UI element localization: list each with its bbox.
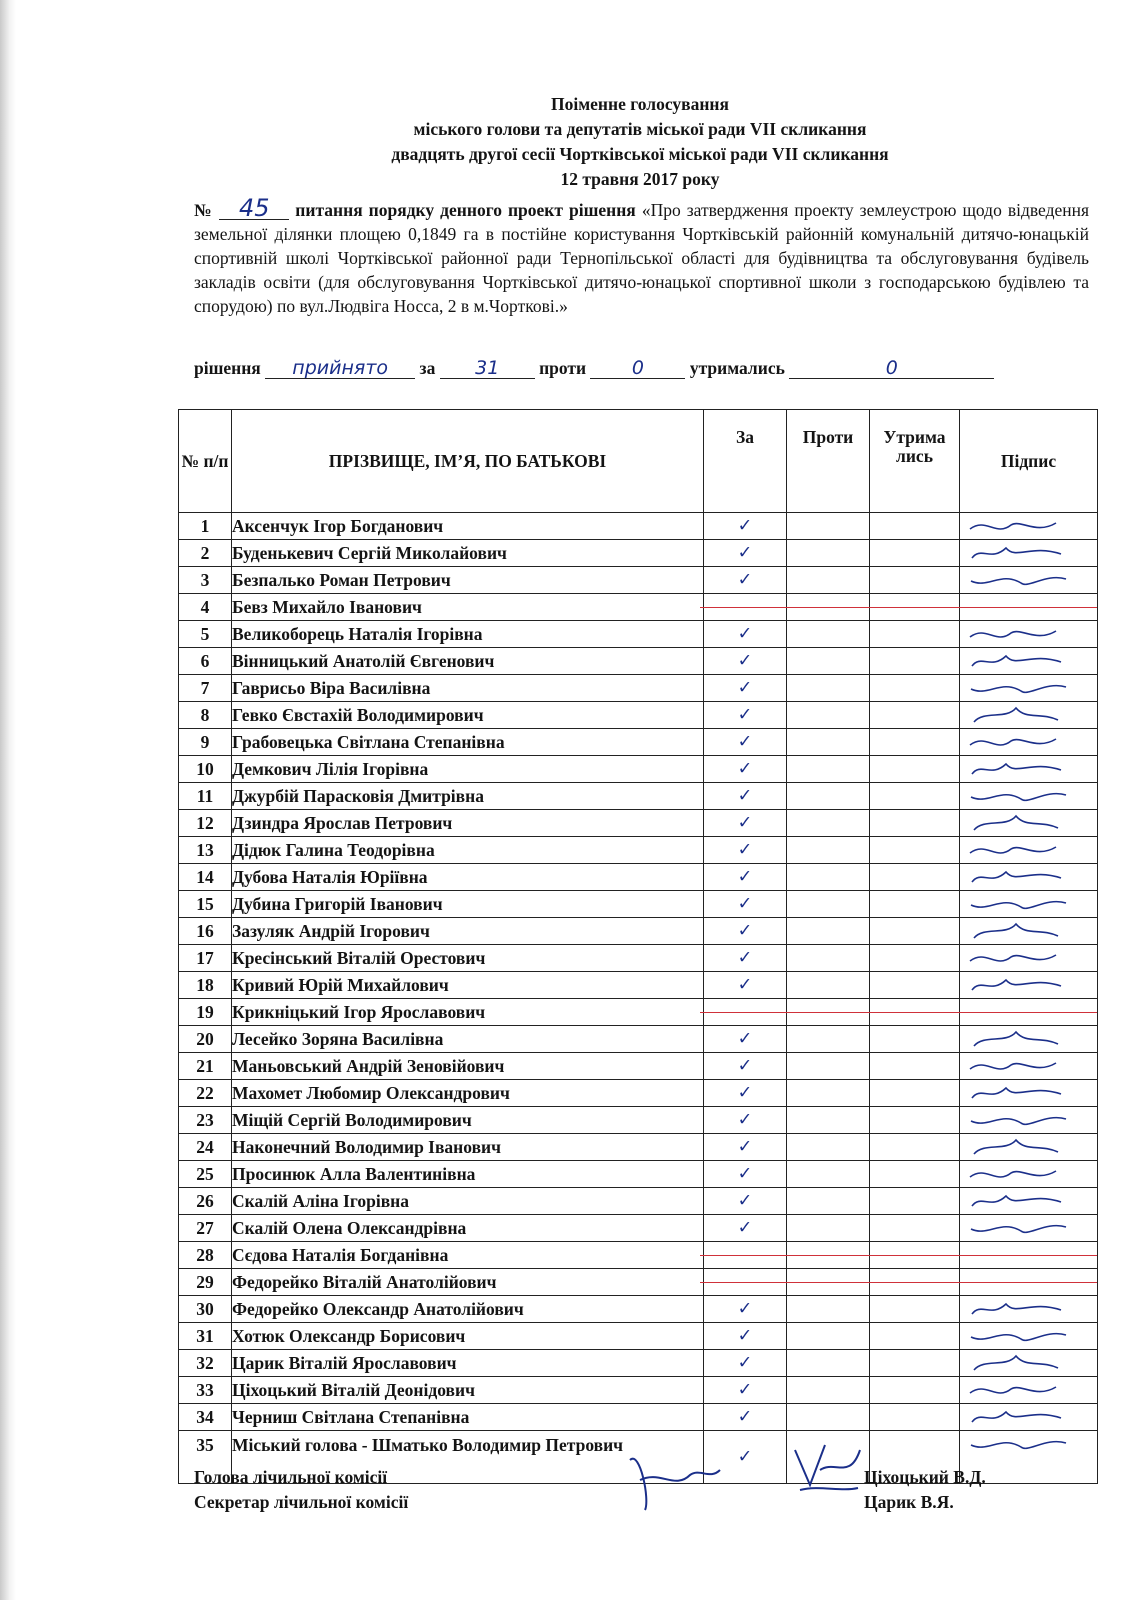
for-label: за (419, 358, 436, 378)
row-number: 7 (179, 675, 232, 702)
table-row (179, 810, 1098, 837)
row-number: 25 (179, 1161, 232, 1188)
header-subtitle: міського голови та депутатів міської ради VII скликання (413, 119, 867, 139)
vote-for-cell: ✓ (704, 1296, 787, 1323)
deputy-name: Безпалько Роман Петрович (232, 567, 704, 594)
vote-for-cell: ✓ (704, 540, 787, 567)
handwritten-signature (966, 1082, 1076, 1104)
vote-abstained-cell (870, 1377, 960, 1404)
handwritten-signature (966, 1109, 1076, 1131)
table-row (179, 1188, 1098, 1215)
vote-for-cell: ✓ (704, 648, 787, 675)
question-text: «Про затвердження проекту землеустрою щодо відведення земельної ділянки площею 0,1849 га в постійне користування Чортківській районній комунальній дитячо-юнацькій спортивній школі Чортківської районної ради Тернопільської області для будівництва та обслуговування будівель закладів освіти (для обслуговування Чортківської дитячо-юнацької спортивної школи з господарською будівлею та спорудою) по вул.Людвіга Носса, 2 в м.Чорткові.» (194, 200, 1090, 316)
table-header-row (179, 410, 1098, 513)
signature-cell (960, 972, 1098, 999)
row-number: 31 (179, 1323, 232, 1350)
handwritten-signature (966, 1406, 1076, 1428)
table-row (179, 567, 1098, 594)
vote-against-cell (787, 1215, 870, 1242)
header-name: ПРІЗВИЩЕ, ІМ’Я, ПО БАТЬКОВІ (232, 410, 704, 513)
deputy-name: Дзиндра Ярослав Петрович (232, 810, 704, 837)
deputy-name: Царик Віталій Ярославович (232, 1350, 704, 1377)
table-row (179, 1161, 1098, 1188)
table-row (179, 675, 1098, 702)
row-number: 3 (179, 567, 232, 594)
signature-cell (960, 945, 1098, 972)
vote-abstained-cell (870, 540, 960, 567)
row-number: 17 (179, 945, 232, 972)
vote-for-cell: ✓ (704, 621, 787, 648)
header-title: Поіменне голосування (551, 94, 729, 114)
chair-signature (780, 1430, 870, 1500)
signature-cell (960, 864, 1098, 891)
vote-abstained-cell (870, 1107, 960, 1134)
decision-result-handwritten: прийнято (265, 358, 415, 379)
vote-abstained-cell (870, 567, 960, 594)
vote-against-cell (787, 540, 870, 567)
handwritten-signature (966, 1028, 1076, 1050)
signature-cell (960, 1404, 1098, 1431)
row-number: 32 (179, 1350, 232, 1377)
vote-against-cell (787, 1080, 870, 1107)
row-number: 4 (179, 594, 232, 621)
deputy-name: Гаврисьо Віра Василівна (232, 675, 704, 702)
handwritten-signature (966, 947, 1076, 969)
vote-for-cell: ✓ (704, 783, 787, 810)
table-row (179, 1134, 1098, 1161)
for-count: 31 (440, 358, 535, 379)
signature-cell (960, 648, 1098, 675)
table-row (179, 1350, 1098, 1377)
deputy-name: Крикніцький Ігор Ярославович (232, 999, 704, 1026)
table-row (179, 1215, 1098, 1242)
table-row (179, 891, 1098, 918)
deputy-name: Вінницький Анатолій Євгенович (232, 648, 704, 675)
vote-for-cell: ✓ (704, 1323, 787, 1350)
vote-against-cell (787, 1296, 870, 1323)
row-number: 26 (179, 1188, 232, 1215)
document-header (190, 92, 1090, 192)
vote-against-cell (787, 783, 870, 810)
row-number: 9 (179, 729, 232, 756)
vote-abstained-cell (870, 513, 960, 540)
decision-label: рішення (194, 358, 261, 378)
vote-abstained-cell (870, 729, 960, 756)
handwritten-signature (966, 1433, 1076, 1455)
signature-cell (960, 783, 1098, 810)
vote-against-cell (787, 1107, 870, 1134)
handwritten-signature (966, 704, 1076, 726)
handwritten-signature (966, 1325, 1076, 1347)
vote-for-cell: ✓ (704, 864, 787, 891)
vote-against-cell (787, 1323, 870, 1350)
row-number: 12 (179, 810, 232, 837)
deputy-name: Аксенчук Ігор Богданович (232, 513, 704, 540)
row-number: 35 (179, 1431, 232, 1484)
signature-cell (960, 1323, 1098, 1350)
vote-against-cell (787, 1188, 870, 1215)
table-row (179, 702, 1098, 729)
row-number: 8 (179, 702, 232, 729)
deputy-name: Міщій Сергій Володимирович (232, 1107, 704, 1134)
vote-abstained-cell (870, 1404, 960, 1431)
signature-cell (960, 1107, 1098, 1134)
vote-abstained-cell (870, 702, 960, 729)
vote-abstained-cell (870, 1080, 960, 1107)
handwritten-signature (966, 515, 1076, 537)
row-number: 27 (179, 1215, 232, 1242)
vote-for-cell: ✓ (704, 1053, 787, 1080)
signature-cell (960, 1161, 1098, 1188)
vote-for-cell: ✓ (704, 567, 787, 594)
table-row (179, 918, 1098, 945)
deputy-name: Хотюк Олександр Борисович (232, 1323, 704, 1350)
vote-for-cell: ✓ (704, 1404, 787, 1431)
vote-for-cell: ✓ (704, 702, 787, 729)
vote-abstained-cell (870, 621, 960, 648)
signature-cell (960, 702, 1098, 729)
secretary-name: Царик В.Я. (864, 1492, 954, 1512)
handwritten-signature (966, 1217, 1076, 1239)
table-row (179, 540, 1098, 567)
vote-against-cell (787, 675, 870, 702)
vote-against-cell (787, 702, 870, 729)
row-number: 16 (179, 918, 232, 945)
handwritten-signature (966, 569, 1076, 591)
signature-cell (960, 756, 1098, 783)
deputy-name: Лесейко Зоряна Василівна (232, 1026, 704, 1053)
deputy-name: Просинюк Алла Валентинівна (232, 1161, 704, 1188)
signature-cell (960, 513, 1098, 540)
signature-cell (960, 1296, 1098, 1323)
vote-abstained-cell (870, 945, 960, 972)
vote-for-cell: ✓ (704, 729, 787, 756)
absence-strike-line (700, 1255, 1097, 1256)
vote-for-cell: ✓ (704, 675, 787, 702)
absence-strike-line (700, 1282, 1097, 1283)
row-number: 24 (179, 1134, 232, 1161)
deputy-name: Демкович Лілія Ігорівна (232, 756, 704, 783)
signature-cell (960, 540, 1098, 567)
vote-for-cell: ✓ (704, 1161, 787, 1188)
handwritten-signature (966, 920, 1076, 942)
vote-abstained-cell (870, 1296, 960, 1323)
vote-against-cell (787, 891, 870, 918)
signature-cell (960, 1350, 1098, 1377)
vote-abstained-cell (870, 783, 960, 810)
deputy-name: Сєдова Наталія Богданівна (232, 1242, 704, 1269)
vote-against-cell (787, 1053, 870, 1080)
row-number: 22 (179, 1080, 232, 1107)
signature-cell (960, 1026, 1098, 1053)
vote-against-cell (787, 1161, 870, 1188)
vote-against-cell (787, 513, 870, 540)
vote-for-cell: ✓ (704, 918, 787, 945)
vote-for-cell: ✓ (704, 1080, 787, 1107)
vote-for-cell: ✓ (704, 1377, 787, 1404)
table-row (179, 756, 1098, 783)
chair-label: Голова лічильної комісії (194, 1467, 388, 1487)
table-body (179, 513, 1098, 1484)
deputy-name: Грабовецька Світлана Степанівна (232, 729, 704, 756)
vote-abstained-cell (870, 972, 960, 999)
commission-names (864, 1465, 986, 1515)
absence-strike-line (700, 607, 1097, 608)
deputy-name: Кресінський Віталій Орестович (232, 945, 704, 972)
table-row (179, 621, 1098, 648)
vote-against-cell (787, 918, 870, 945)
table-row (179, 1053, 1098, 1080)
vote-for-cell: ✓ (704, 756, 787, 783)
table-row (179, 864, 1098, 891)
agenda-label: питання порядку денного проект рішення (295, 200, 636, 220)
row-number: 29 (179, 1269, 232, 1296)
deputy-name: Федорейко Олександр Анатолійович (232, 1296, 704, 1323)
row-number: 10 (179, 756, 232, 783)
signature-cell (960, 1188, 1098, 1215)
handwritten-signature (966, 1352, 1076, 1374)
agenda-question (194, 194, 1090, 318)
table-row (179, 1404, 1098, 1431)
row-number: 15 (179, 891, 232, 918)
row-number: 5 (179, 621, 232, 648)
row-number: 13 (179, 837, 232, 864)
vote-for-cell: ✓ (704, 1350, 787, 1377)
header-abstained: Утрима лись (870, 410, 960, 513)
deputy-name: Бевз Михайло Іванович (232, 594, 704, 621)
question-number-handwritten: 45 (219, 197, 289, 220)
vote-for-cell: ✓ (704, 945, 787, 972)
decision-line (194, 356, 1094, 380)
deputy-name: Наконечний Володимир Іванович (232, 1134, 704, 1161)
row-number: 14 (179, 864, 232, 891)
vote-abstained-cell (870, 1053, 960, 1080)
handwritten-signature (966, 1379, 1076, 1401)
roll-call-table (178, 409, 1098, 1484)
vote-abstained-cell (870, 1188, 960, 1215)
deputy-name: Зазуляк Андрій Ігорович (232, 918, 704, 945)
table-row (179, 1323, 1098, 1350)
abstained-count: 0 (789, 358, 994, 379)
header-num: № п/п (179, 410, 232, 513)
vote-for-cell: ✓ (704, 837, 787, 864)
deputy-name: Джурбій Парасковія Дмитрівна (232, 783, 704, 810)
deputy-name: Маньовський Андрій Зеновійович (232, 1053, 704, 1080)
handwritten-signature (966, 974, 1076, 996)
vote-abstained-cell (870, 864, 960, 891)
handwritten-signature (966, 1190, 1076, 1212)
table-row (179, 1107, 1098, 1134)
table-row (179, 729, 1098, 756)
vote-abstained-cell (870, 1215, 960, 1242)
vote-for-cell: ✓ (704, 891, 787, 918)
vote-for-cell: ✓ (704, 972, 787, 999)
header-date: 12 травня 2017 року (560, 169, 720, 189)
deputy-name: Черниш Світлана Степанівна (232, 1404, 704, 1431)
against-label: проти (539, 358, 587, 378)
signature-cell (960, 1377, 1098, 1404)
vote-against-cell (787, 1377, 870, 1404)
signature-cell (960, 1215, 1098, 1242)
signature-cell (960, 729, 1098, 756)
vote-abstained-cell (870, 675, 960, 702)
row-number: 18 (179, 972, 232, 999)
signature-cell (960, 918, 1098, 945)
question-number-label: № (194, 200, 214, 220)
scan-edge (0, 0, 16, 1600)
signature-cell (960, 1080, 1098, 1107)
vote-abstained-cell (870, 1161, 960, 1188)
vote-for-cell: ✓ (704, 1188, 787, 1215)
vote-abstained-cell (870, 918, 960, 945)
deputy-name: Махомет Любомир Олександрович (232, 1080, 704, 1107)
deputy-name: Дубина Григорій Іванович (232, 891, 704, 918)
vote-abstained-cell (870, 1134, 960, 1161)
vote-abstained-cell (870, 1350, 960, 1377)
handwritten-signature (966, 893, 1076, 915)
abstained-label: утримались (689, 358, 785, 378)
deputy-name: Міський голова - Шматько Володимир Петрович (232, 1431, 704, 1484)
handwritten-signature (966, 812, 1076, 834)
vote-against-cell (787, 1350, 870, 1377)
row-number: 20 (179, 1026, 232, 1053)
signature-cell (960, 1053, 1098, 1080)
against-count: 0 (590, 358, 685, 379)
deputy-name: Гевко Євстахій Володимирович (232, 702, 704, 729)
vote-for-cell: ✓ (704, 1026, 787, 1053)
deputy-name: Кривий Юрій Михайлович (232, 972, 704, 999)
vote-against-cell (787, 567, 870, 594)
handwritten-signature (966, 1055, 1076, 1077)
header-against: Проти (787, 410, 870, 513)
handwritten-signature (966, 839, 1076, 861)
handwritten-signature (966, 623, 1076, 645)
row-number: 33 (179, 1377, 232, 1404)
vote-against-cell (787, 756, 870, 783)
row-number: 23 (179, 1107, 232, 1134)
table-row (179, 1296, 1098, 1323)
vote-abstained-cell (870, 648, 960, 675)
deputy-name: Великоборець Наталія Ігорівна (232, 621, 704, 648)
row-number: 34 (179, 1404, 232, 1431)
vote-against-cell (787, 864, 870, 891)
vote-against-cell (787, 810, 870, 837)
vote-against-cell (787, 1404, 870, 1431)
handwritten-signature (966, 731, 1076, 753)
deputy-name: Дубова Наталія Юріївна (232, 864, 704, 891)
signature-cell (960, 891, 1098, 918)
row-number: 6 (179, 648, 232, 675)
header-for: За (704, 410, 787, 513)
signature-cell (960, 1134, 1098, 1161)
handwritten-signature (966, 785, 1076, 807)
deputy-name: Ціхоцький Віталій Деонідович (232, 1377, 704, 1404)
vote-for-cell: ✓ (704, 1215, 787, 1242)
row-number: 21 (179, 1053, 232, 1080)
table-row (179, 945, 1098, 972)
deputy-name: Скалій Олена Олександрівна (232, 1215, 704, 1242)
handwritten-signature (966, 758, 1076, 780)
table-row (179, 1377, 1098, 1404)
table-row (179, 783, 1098, 810)
secretary-label: Секретар лічильної комісії (194, 1492, 409, 1512)
row-number: 30 (179, 1296, 232, 1323)
table-row (179, 648, 1098, 675)
vote-abstained-cell (870, 837, 960, 864)
table-row (179, 1026, 1098, 1053)
handwritten-signature (966, 1298, 1076, 1320)
deputy-name: Скалій Аліна Ігорівна (232, 1188, 704, 1215)
signature-cell (960, 621, 1098, 648)
handwritten-signature (966, 677, 1076, 699)
handwritten-signature (966, 1163, 1076, 1185)
vote-against-cell (787, 729, 870, 756)
header-signature: Підпис (960, 410, 1098, 513)
vote-abstained-cell (870, 1323, 960, 1350)
vote-abstained-cell (870, 1026, 960, 1053)
vote-abstained-cell (870, 810, 960, 837)
signature-cell (960, 675, 1098, 702)
vote-for-cell: ✓ (704, 1134, 787, 1161)
table-row (179, 513, 1098, 540)
vote-against-cell (787, 648, 870, 675)
vote-for-cell: ✓ (704, 810, 787, 837)
vote-for-cell: ✓ (704, 1431, 787, 1484)
handwritten-signature (966, 866, 1076, 888)
absence-strike-line (700, 1012, 1097, 1013)
vote-against-cell (787, 1134, 870, 1161)
signature-cell (960, 810, 1098, 837)
signature-cell (960, 837, 1098, 864)
vote-against-cell (787, 621, 870, 648)
table-row (179, 972, 1098, 999)
deputy-name: Федорейко Віталій Анатолійович (232, 1269, 704, 1296)
handwritten-signature (966, 1136, 1076, 1158)
deputy-name: Буденькевич Сергій Миколайович (232, 540, 704, 567)
handwritten-signature (966, 650, 1076, 672)
row-number: 19 (179, 999, 232, 1026)
chair-name: Ціхоцький В.Д. (864, 1467, 986, 1487)
vote-against-cell (787, 972, 870, 999)
signature-cell (960, 567, 1098, 594)
table-row (179, 837, 1098, 864)
secretary-signature (620, 1440, 730, 1515)
row-number: 28 (179, 1242, 232, 1269)
vote-against-cell (787, 837, 870, 864)
vote-abstained-cell (870, 756, 960, 783)
header-session: двадцять другої сесії Чортківської міської ради VII скликання (391, 144, 889, 164)
vote-abstained-cell (870, 891, 960, 918)
vote-for-cell: ✓ (704, 513, 787, 540)
row-number: 2 (179, 540, 232, 567)
row-number: 1 (179, 513, 232, 540)
table-row (179, 1080, 1098, 1107)
handwritten-signature (966, 542, 1076, 564)
vote-against-cell (787, 1026, 870, 1053)
vote-for-cell: ✓ (704, 1107, 787, 1134)
deputy-name: Дідюк Галина Теодорівна (232, 837, 704, 864)
row-number: 11 (179, 783, 232, 810)
vote-against-cell (787, 945, 870, 972)
